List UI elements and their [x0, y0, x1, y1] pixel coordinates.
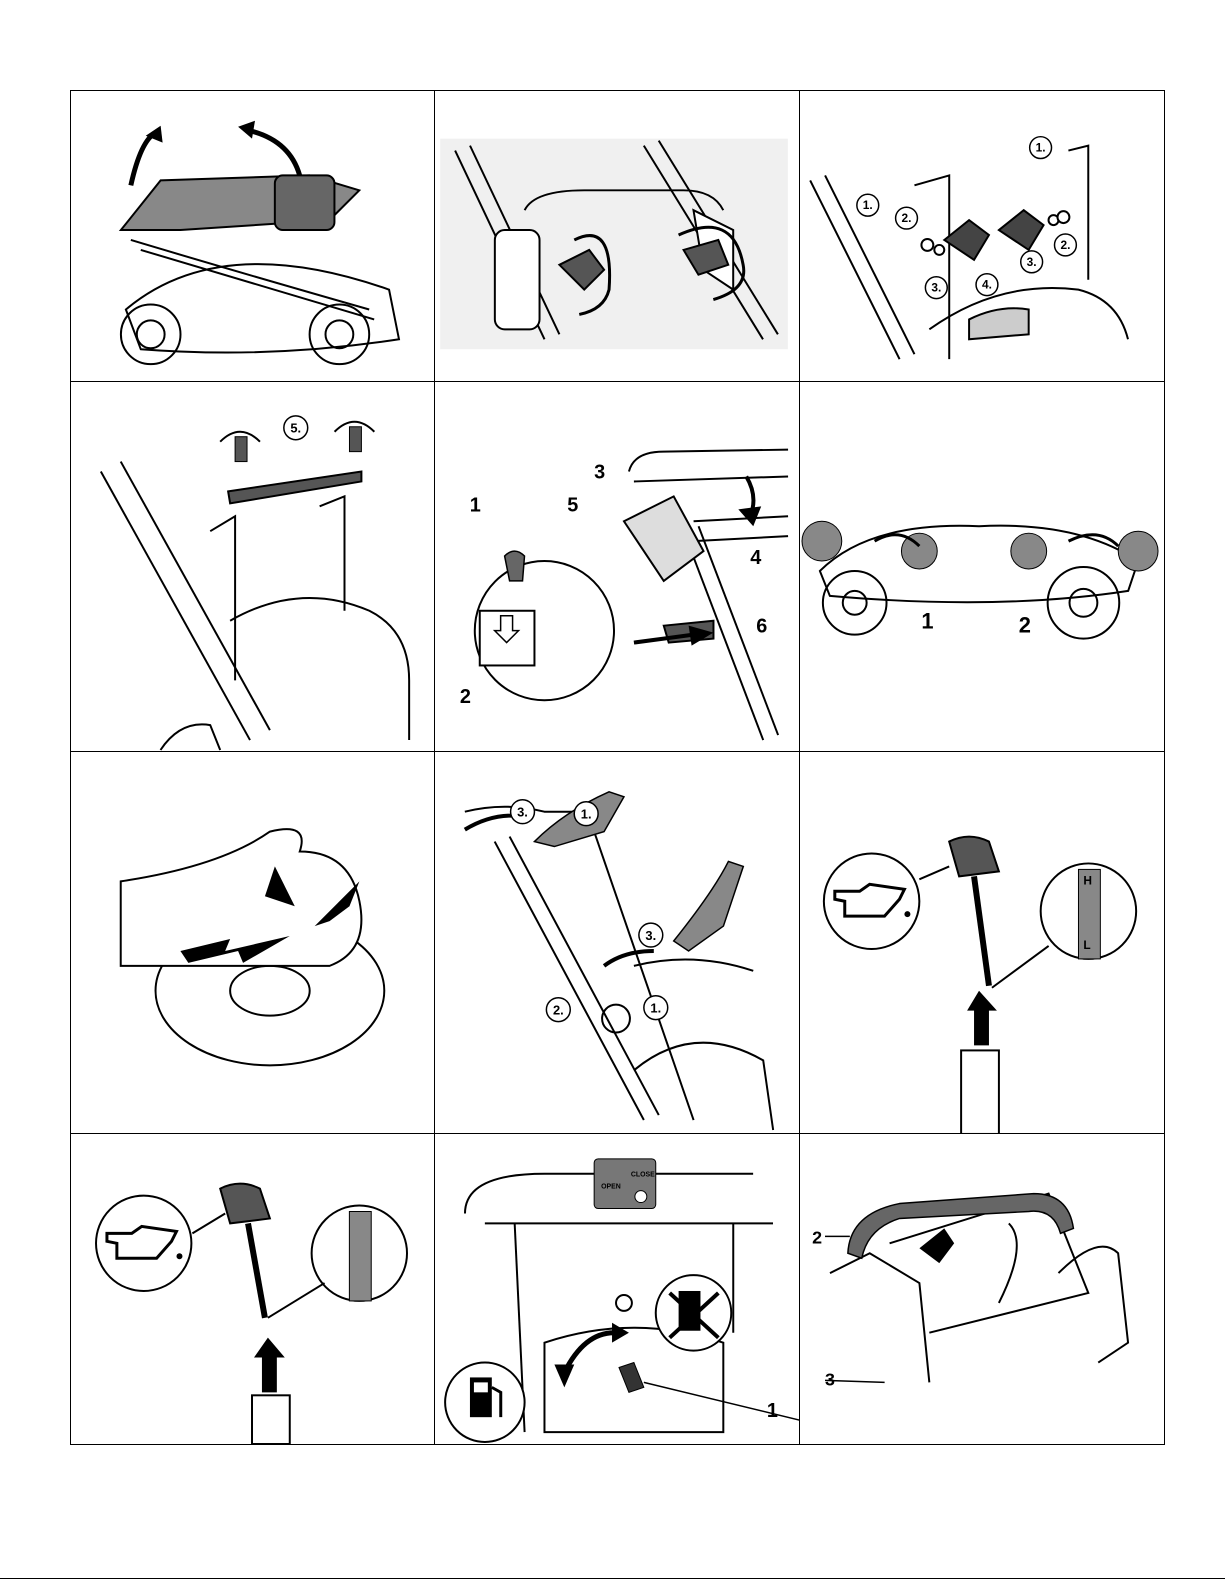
safety-bar-illustration	[800, 1134, 1164, 1444]
callout-label: 4	[750, 547, 762, 570]
callout-label: 2.	[552, 1002, 564, 1018]
knob-parts-illustration	[800, 91, 1164, 382]
mower-handle-fold-illustration	[71, 91, 435, 382]
callout-label: 3	[594, 461, 606, 484]
page-bottom-rule	[0, 1578, 1225, 1579]
panel-wheel-check	[70, 751, 436, 1135]
knob-2-icon	[999, 210, 1044, 250]
handle-adjust-illustration	[435, 752, 800, 1134]
panel-handle-adjust	[434, 751, 801, 1135]
callout-label: 1.	[580, 806, 592, 822]
handle-knob-illustration	[435, 91, 800, 382]
arrow-up-right-icon	[238, 121, 255, 139]
fuel-valve-illustration	[435, 1134, 800, 1444]
callout-label: 3.	[931, 280, 942, 295]
callout-label: 1	[766, 1400, 778, 1423]
callout-label: 5.	[290, 420, 302, 436]
decal-close-label: CLOSE	[630, 1171, 655, 1179]
callout-label: 2	[1018, 612, 1031, 638]
callout-label: 1.	[650, 1000, 662, 1016]
illustration-grid	[70, 90, 1165, 1445]
panel-cable-clip	[434, 381, 801, 753]
cable-clip-illustration	[435, 382, 800, 752]
panel-crossbar	[70, 381, 436, 753]
panel-height-levers	[799, 381, 1165, 753]
arrow-up-icon	[254, 1338, 285, 1393]
callout-label: 5	[567, 494, 579, 517]
callout-label: 2.	[901, 211, 912, 226]
callout-label: 1.	[1035, 140, 1046, 155]
safety-bar-icon	[848, 1194, 1074, 1259]
panel-oil-level-hl	[799, 751, 1165, 1135]
height-adjust-illustration	[800, 382, 1164, 752]
callout-label: 4.	[981, 277, 992, 292]
callout-label: 3.	[517, 804, 528, 820]
dipstick-low-mark: L	[1083, 937, 1091, 952]
oil-dipstick-illustration	[71, 1134, 435, 1444]
panel-handle-bar	[799, 1133, 1165, 1445]
callout-label: 1.	[862, 198, 873, 213]
knob-1-icon	[944, 220, 989, 260]
decal-open-label: OPEN	[601, 1183, 621, 1191]
dipstick-high-mark: H	[1083, 873, 1093, 888]
callout-label: 3.	[645, 928, 657, 944]
panel-fold-handle	[70, 90, 436, 383]
callout-label: 6	[756, 615, 768, 638]
wheel-hand-illustration	[71, 752, 435, 1134]
callout-label: 2	[459, 686, 471, 709]
callout-label: 2.	[1060, 237, 1071, 252]
arrow-down-icon	[919, 1228, 954, 1263]
panel-oil-level-marks	[70, 1133, 436, 1445]
arrow-up-icon	[967, 991, 997, 1046]
panel-knob-parts	[799, 90, 1165, 383]
callout-label: 3.	[1026, 254, 1037, 269]
panel-fuel-valve	[434, 1133, 801, 1445]
callout-label: 1	[469, 494, 481, 517]
panel-knob-loosen	[434, 90, 801, 383]
callout-label: 3	[825, 1369, 835, 1390]
callout-label: 1	[921, 608, 934, 634]
callout-label: 2	[812, 1227, 823, 1248]
oil-dipstick-illustration	[800, 752, 1164, 1134]
crossbar-bolts-illustration	[71, 382, 435, 752]
